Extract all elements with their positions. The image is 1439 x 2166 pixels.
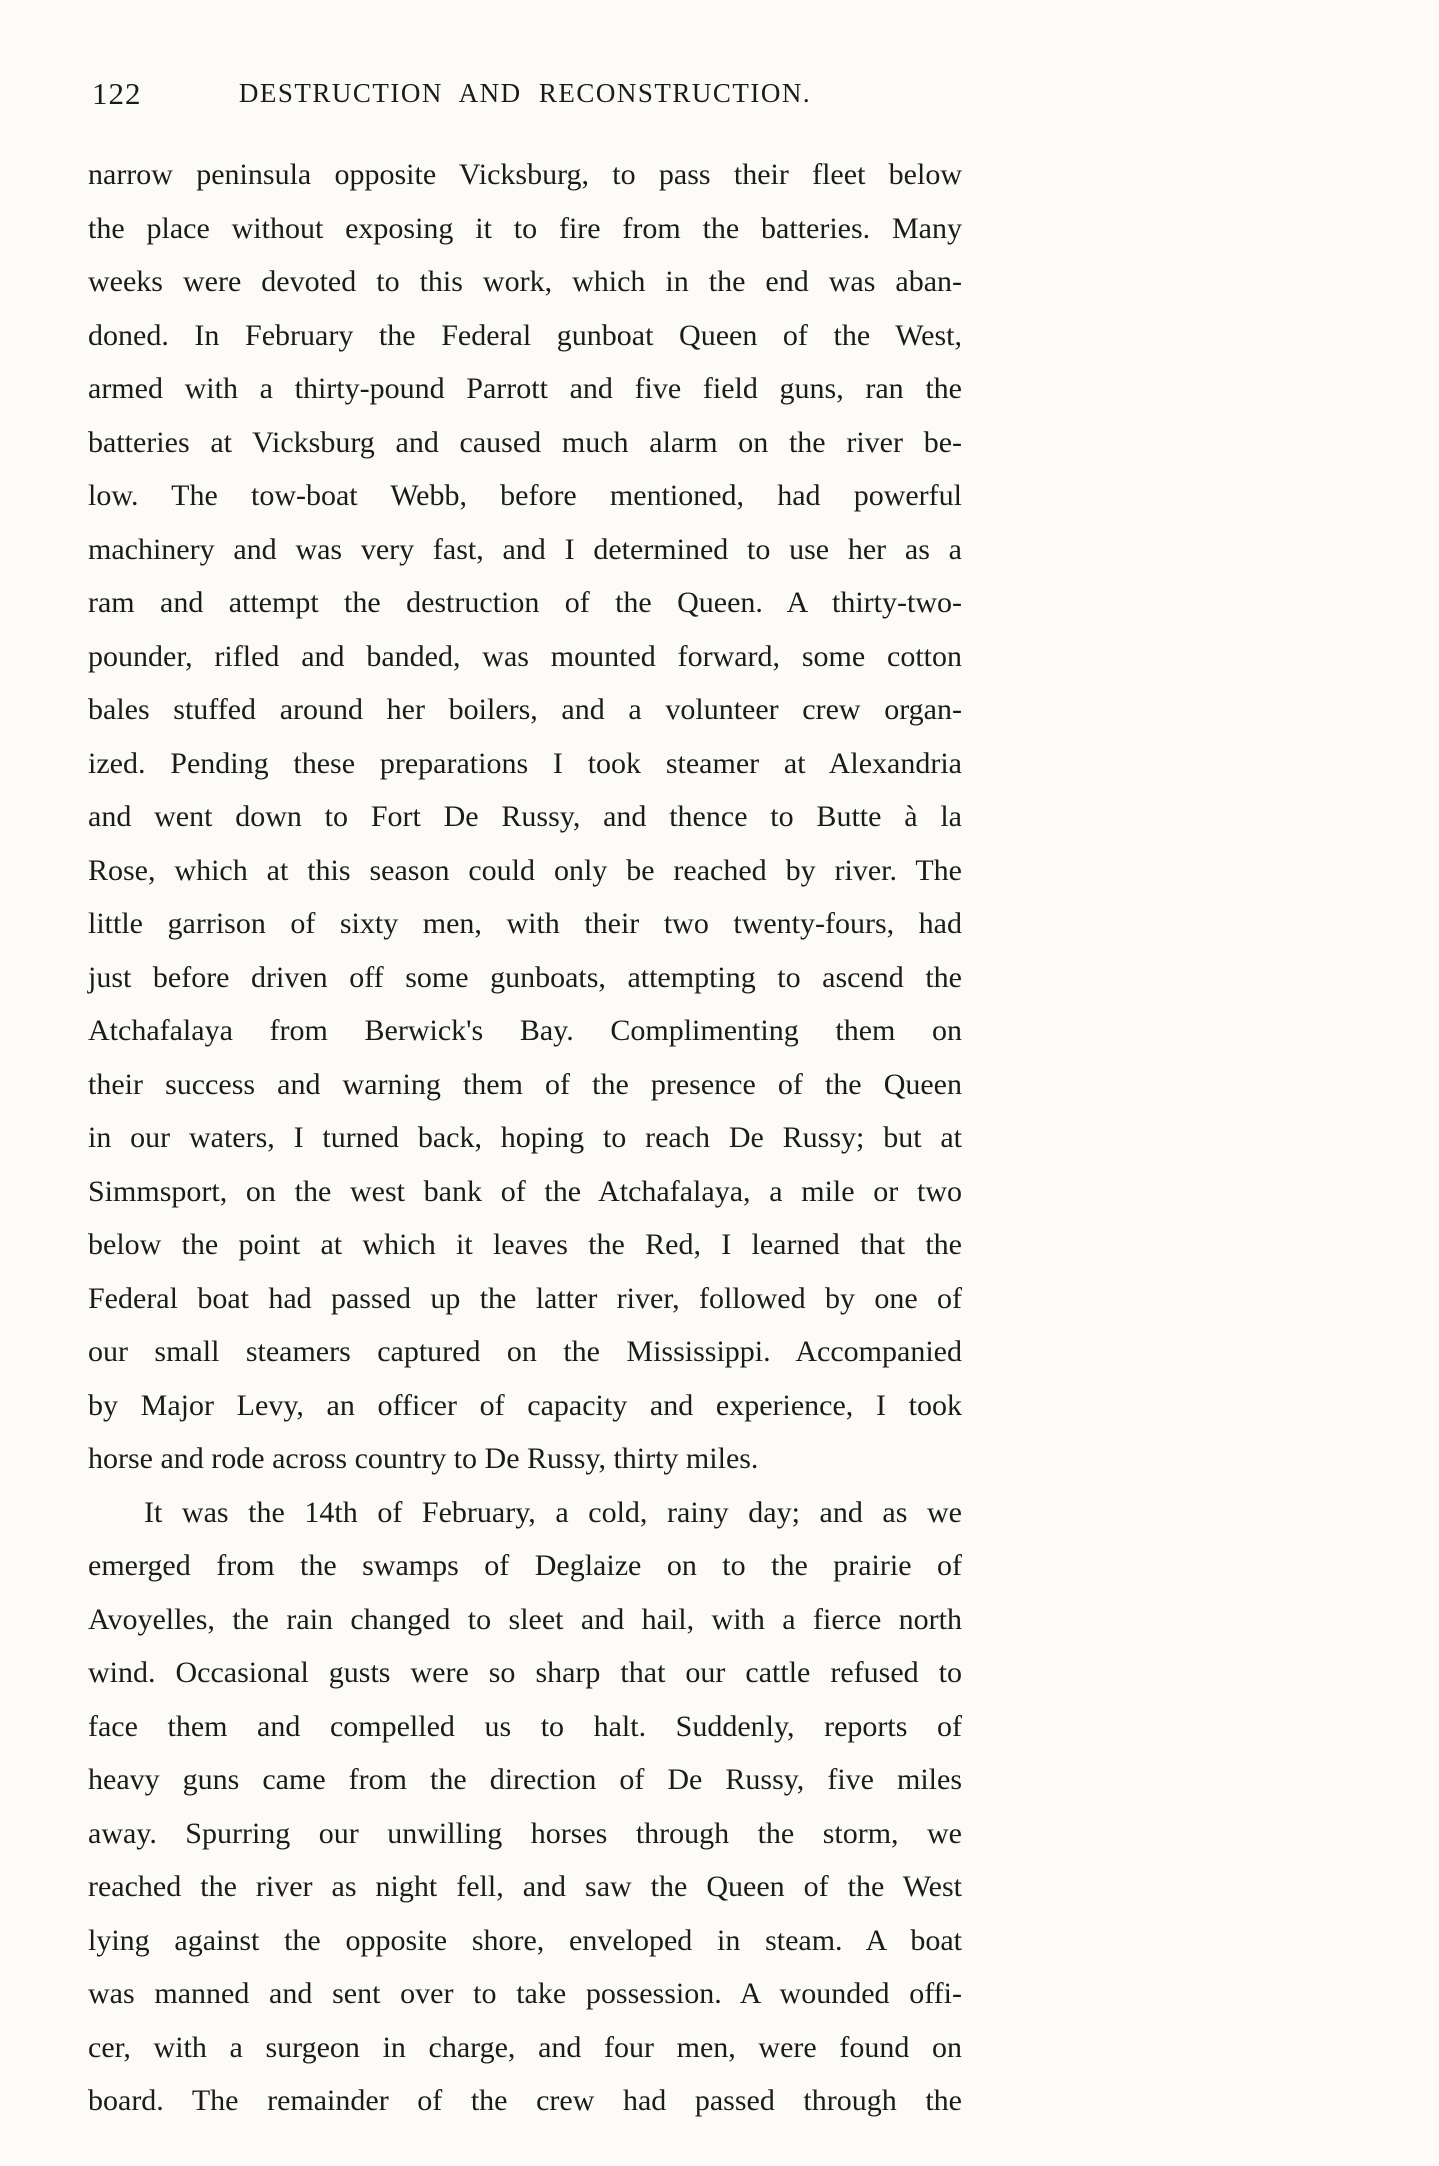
text-line: our small steamers captured on the Mississippi. Accompanied — [88, 1335, 962, 1368]
text-line: ram and attempt the destruction of the Queen. A thirty-two- — [88, 586, 962, 619]
body-text — [88, 148, 962, 2128]
text-line: Atchafalaya from Berwick's Bay. Complimenting them on — [88, 1014, 962, 1047]
text-line: by Major Levy, an officer of capacity and experience, I took — [88, 1388, 962, 1422]
text-line: just before driven off some gunboats, attempting to ascend the — [88, 960, 962, 994]
text-line: armed with a thirty-pound Parrott and five field guns, ran the — [88, 372, 962, 405]
text-line: little garrison of sixty men, with their two twenty-fours, had — [88, 907, 962, 940]
text-line: cer, with a surgeon in charge, and four men, were found on — [88, 2030, 962, 2064]
paragraph — [88, 148, 962, 1486]
text-line: away. Spurring our unwilling horses through the storm, we — [88, 1816, 962, 1850]
text-line: Simmsport, on the west bank of the Atchafalaya, a mile or two — [88, 1174, 962, 1208]
text-line: pounder, rifled and banded, was mounted forward, some cotton — [88, 639, 962, 673]
paragraph — [88, 1486, 962, 2128]
running-title: DESTRUCTION AND RECONSTRUCTION. — [238, 78, 812, 108]
text-line: Rose, which at this season could only be reached by river. The — [88, 853, 962, 887]
text-line: was manned and sent over to take possession. A wounded offi- — [88, 1977, 962, 2010]
text-line: narrow peninsula opposite Vicksburg, to pass their fleet below — [88, 158, 962, 191]
text-line: doned. In February the Federal gunboat Queen of the West, — [88, 318, 962, 352]
text-line: ized. Pending these preparations I took steamer at Alexandria — [88, 746, 962, 780]
text-block — [88, 76, 962, 2128]
text-line: weeks were devoted to this work, which in the end was aban- — [88, 265, 962, 298]
text-line: heavy guns came from the direction of De Russy, five miles — [88, 1763, 962, 1796]
text-line: bales stuffed around her boilers, and a volunteer crew organ- — [88, 693, 962, 726]
page-number: 122 — [92, 76, 142, 111]
text-line: It was the 14th of February, a cold, rainy day; and as we — [144, 1495, 962, 1529]
text-line: Federal boat had passed up the latter river, followed by one of — [88, 1281, 962, 1315]
text-line: the place without exposing it to fire from the batteries. Many — [88, 211, 962, 245]
text-line: in our waters, I turned back, hoping to reach De Russy; but at — [88, 1121, 962, 1154]
text-line: Avoyelles, the rain changed to sleet and hail, with a fierce north — [88, 1602, 962, 1636]
text-line: reached the river as night fell, and saw the Queen of the West — [88, 1870, 962, 1903]
page-header — [88, 76, 962, 118]
text-line: emerged from the swamps of Deglaize on to the prairie of — [88, 1549, 962, 1582]
text-line: face them and compelled us to halt. Suddenly, reports of — [88, 1709, 962, 1743]
text-line: board. The remainder of the crew had passed through the — [88, 2084, 962, 2117]
text-line: wind. Occasional gusts were so sharp that our cattle refused to — [88, 1656, 962, 1689]
text-line: and went down to Fort De Russy, and thence to Butte à la — [88, 800, 962, 833]
text-line: low. The tow-boat Webb, before mentioned, had powerful — [88, 479, 962, 512]
text-line: lying against the opposite shore, enveloped in steam. A boat — [88, 1923, 962, 1957]
text-line: machinery and was very fast, and I determined to use her as a — [88, 532, 962, 566]
text-line: below the point at which it leaves the Red, I learned that the — [88, 1228, 962, 1261]
text-line: horse and rode across country to De Russy, thirty miles. — [88, 1442, 759, 1475]
text-line: batteries at Vicksburg and caused much alarm on the river be- — [88, 425, 962, 459]
text-line: their success and warning them of the presence of the Queen — [88, 1067, 962, 1101]
